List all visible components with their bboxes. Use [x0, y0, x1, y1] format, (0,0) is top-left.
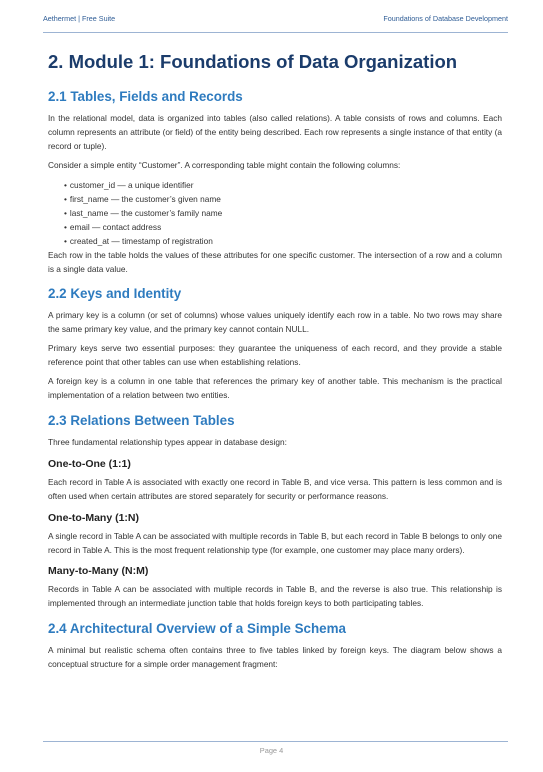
- subheading-one-to-one: One-to-One (1:1): [48, 457, 131, 470]
- header-left: Aethermet | Free Suite: [43, 14, 116, 23]
- bullet-icon: •: [64, 193, 67, 204]
- paragraph: A minimal but realistic schema often contains three to five tables linked by foreign keys. The diagram below shows a conceptual structure for a simple order management fragment:: [48, 645, 502, 670]
- bullet-icon: •: [64, 179, 67, 190]
- page-content: [48, 50, 502, 677]
- paragraph: Records in Table A can be associated with multiple records in Table B, and the reverse is also true. This relationship is implemented through an intermediate junction table that holds foreign keys to both participating tables.: [48, 584, 502, 609]
- list-item: • email — contact address: [64, 222, 162, 233]
- bullet-icon: •: [64, 208, 67, 219]
- paragraph: Each row in the table holds the values of these attributes for one specific customer. The intersection of a row and a column is a single data value.: [48, 249, 502, 274]
- page-title: 2. Module 1: Foundations of Data Organization: [48, 51, 458, 72]
- subheading-many-to-many: Many-to-Many (N:M): [48, 565, 149, 578]
- column-list: [48, 178, 502, 249]
- paragraph: Three fundamental relationship types appear in database design:: [48, 436, 287, 447]
- list-item: • last_name — the customer’s family name: [64, 208, 223, 219]
- section-heading: 2.3 Relations Between Tables: [48, 412, 235, 428]
- bullet-icon: •: [64, 236, 67, 247]
- paragraph: Primary keys serve two essential purposes: they guarantee the uniqueness of each record, and they provide a stable reference point that other tables can use when establishing relations.: [48, 343, 502, 368]
- section-2-4: [48, 620, 502, 672]
- page-number: Page 4: [259, 746, 284, 755]
- paragraph: In the relational model, data is organized into tables (also called relations). A table consists of rows and columns. Each column represents an attribute (or field) of the entity being described. Each row represents a single instance of that entity (a record or tuple).: [48, 113, 502, 151]
- bullet-icon: •: [64, 222, 67, 233]
- section-heading: 2.2 Keys and Identity: [48, 286, 182, 302]
- list-item: • created_at — timestamp of registration: [64, 236, 213, 247]
- paragraph: A primary key is a column (or set of columns) whose values uniquely identify each row in a table. No two rows may share the same primary key value, and the primary key cannot contain NULL.: [48, 310, 502, 335]
- footer-divider: [43, 741, 508, 742]
- section-2-1: [48, 88, 502, 276]
- paragraph: Each record in Table A is associated with exactly one record in Table B, and vice versa. This pattern is less common and is often used when certain attributes are stored separately for security or performance reasons.: [48, 476, 502, 501]
- list-item: • first_name — the customer’s given name: [64, 193, 221, 204]
- paragraph: A single record in Table A can be associated with multiple records in Table B, but each record in Table B belongs to only one record in Table A. This is the most frequent relationship type (for example, one customer may place many orders).: [48, 530, 502, 555]
- list-item: • customer_id — a unique identifier: [64, 179, 194, 190]
- header-right: Foundations of Database Development: [383, 14, 508, 23]
- paragraph: Consider a simple entity “Customer”. A corresponding table might contain the following columns:: [48, 159, 401, 170]
- section-2-3: [48, 412, 502, 611]
- page-header: [43, 14, 508, 33]
- paragraph: A foreign key is a column in one table that references the primary key of another table. This mechanism is the practical implementation of a relation between two entities.: [48, 376, 502, 400]
- subheading-one-to-many: One-to-Many (1:N): [48, 511, 139, 524]
- section-2-2: [48, 285, 502, 402]
- section-heading: 2.1 Tables, Fields and Records: [48, 89, 243, 104]
- section-heading: 2.4 Architectural Overview of a Simple Schema: [48, 621, 346, 637]
